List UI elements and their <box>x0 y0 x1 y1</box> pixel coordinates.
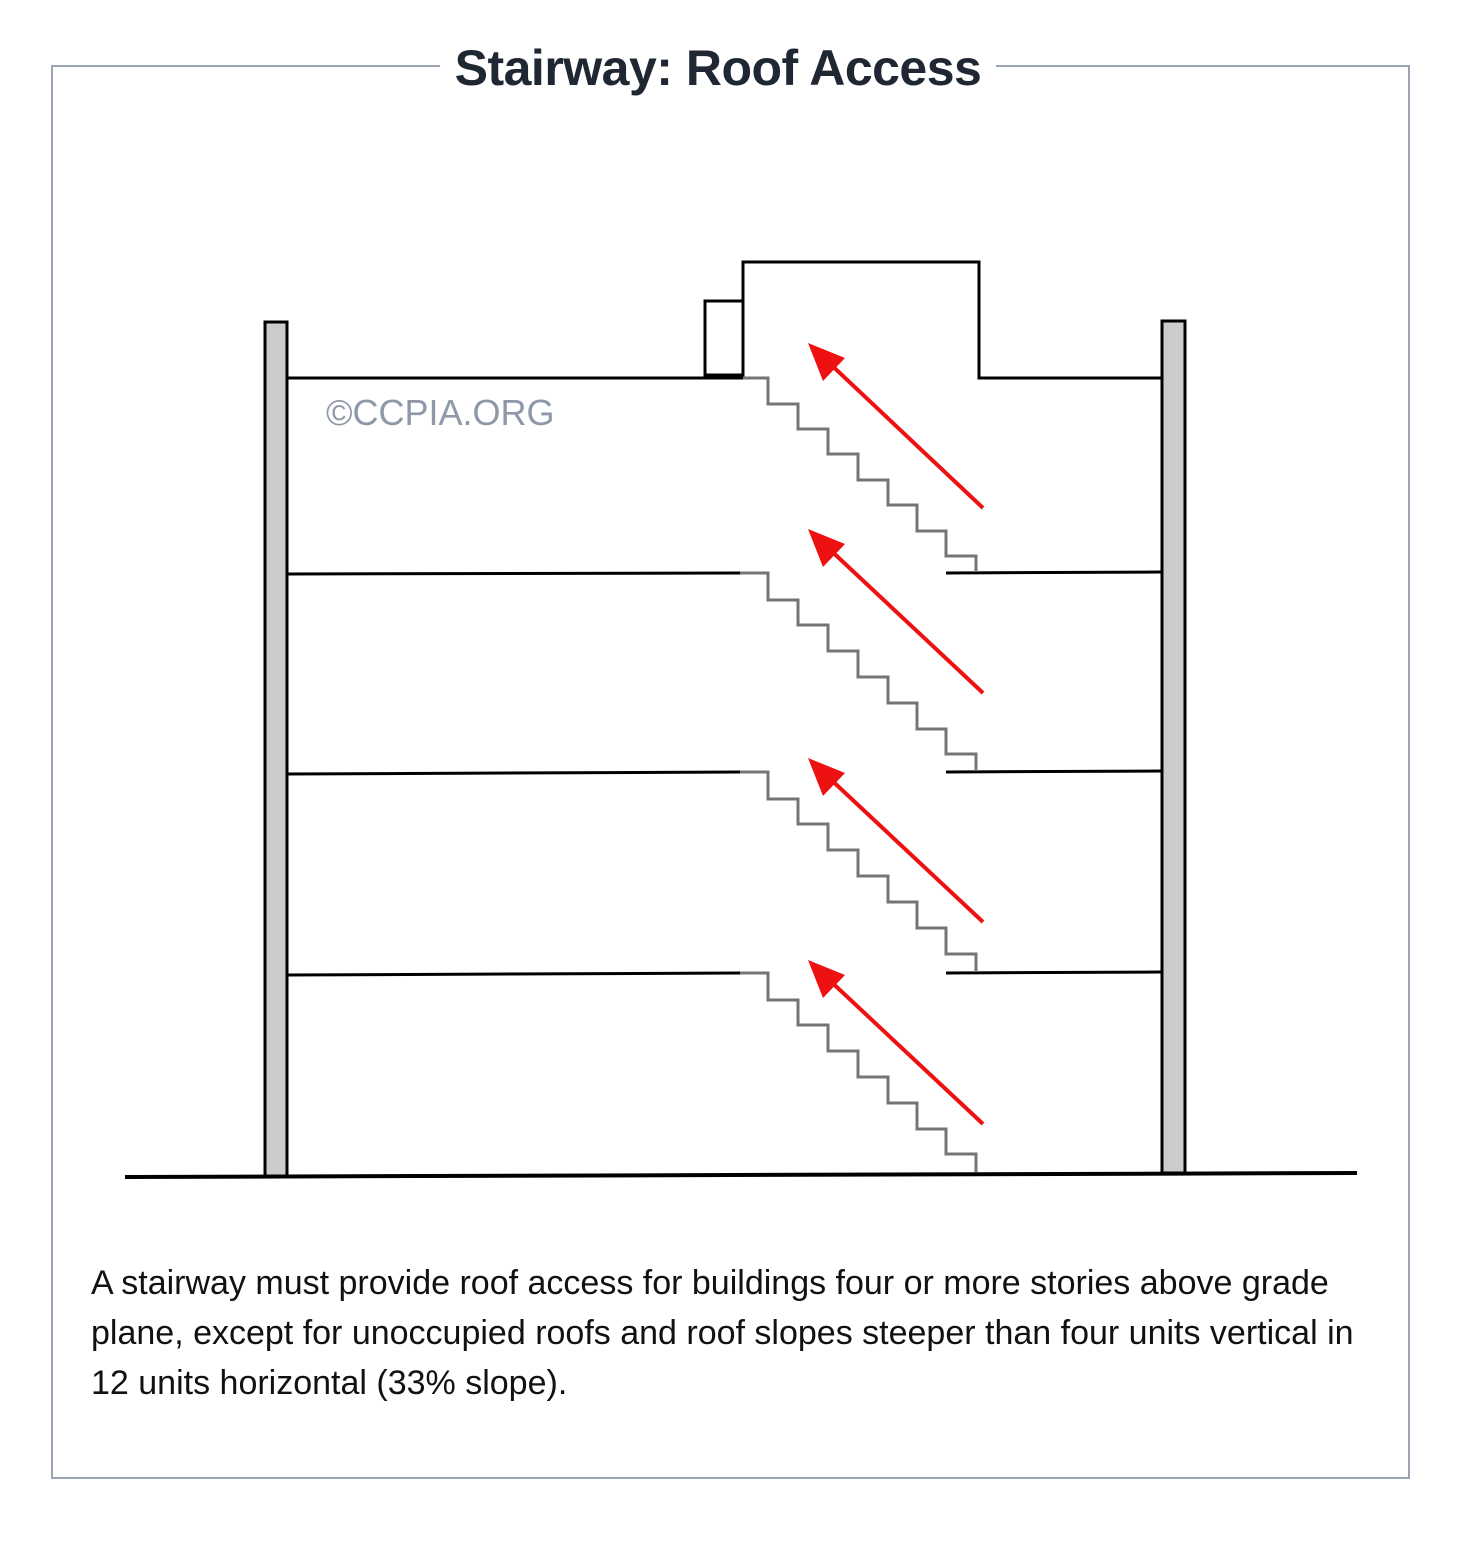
roof-hatch-icon <box>705 301 743 375</box>
floor-line-right-2 <box>946 771 1162 772</box>
up-arrow-icon <box>808 960 983 1124</box>
stair-flight-4 <box>743 378 976 572</box>
right-wall <box>1162 321 1185 1173</box>
diagram-caption: A stairway must provide roof access for buildings four or more stories above grade plane, except for unoccupied roofs and roof slopes steeper than four units vertical in 12 units horizontal (33% slope). <box>91 1264 1354 1402</box>
copyright-watermark: ©CCPIA.ORG <box>326 392 555 433</box>
up-arrow-icon <box>808 758 983 922</box>
floor-line-left-3 <box>287 573 740 574</box>
stair-flight-1 <box>740 973 976 1172</box>
floor-line-left-1 <box>287 973 740 975</box>
up-arrow-icon <box>808 529 983 693</box>
stair-flight-2 <box>740 772 976 972</box>
diagram-title: Stairway: Roof Access <box>440 38 996 98</box>
floor-line-right-3 <box>946 572 1162 573</box>
stair-flight-3 <box>740 573 976 771</box>
up-arrow-icon <box>808 343 983 508</box>
floor-line-left-2 <box>287 772 740 774</box>
floor-line-right-1 <box>946 972 1162 973</box>
left-wall <box>265 322 287 1176</box>
